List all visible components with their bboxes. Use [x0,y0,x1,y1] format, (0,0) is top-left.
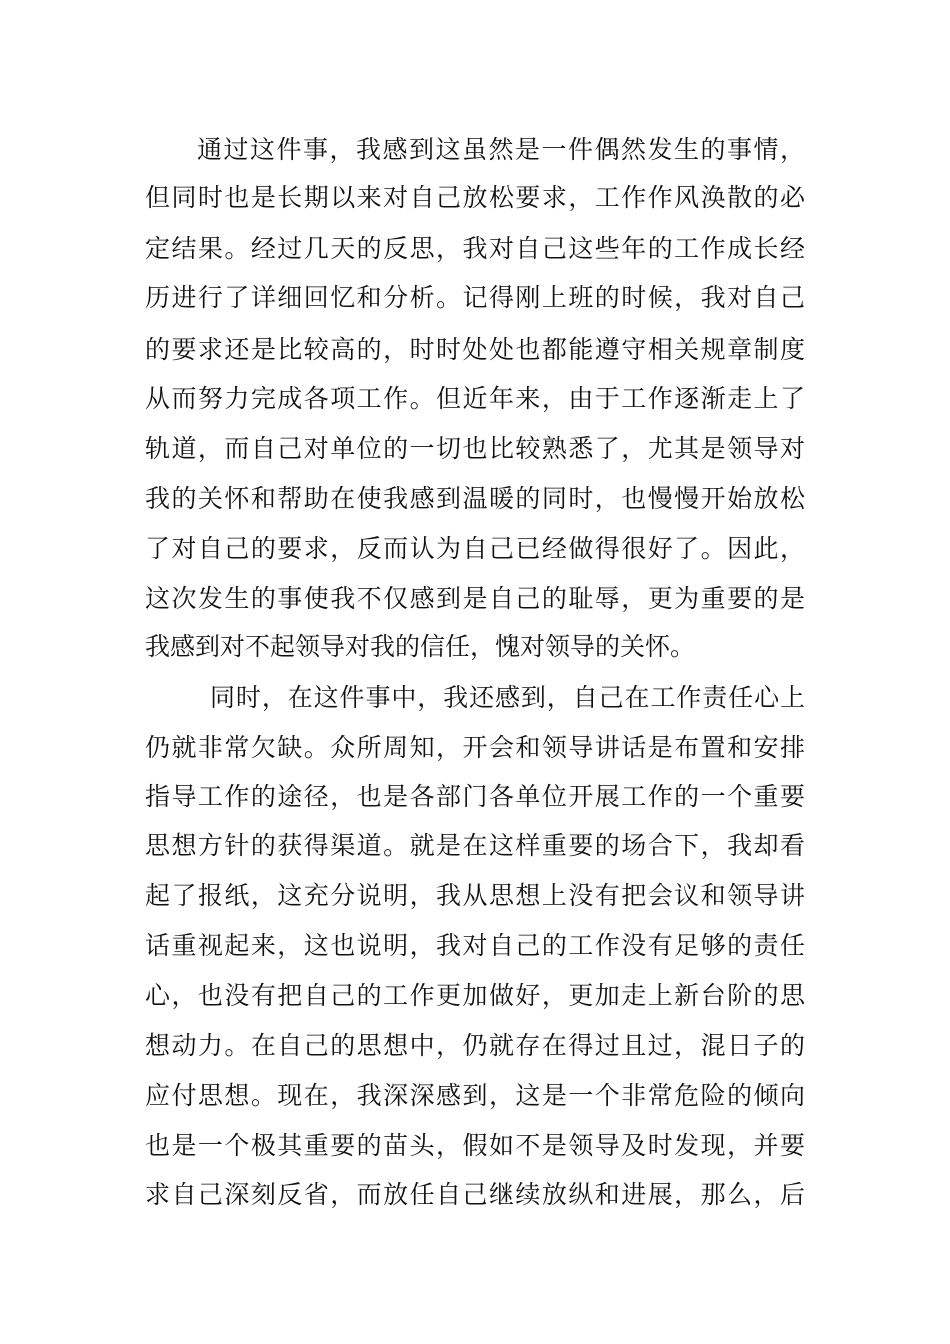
paragraph-2-line-3: 指导工作的途径，也是各部门各单位开展工作的一个重要 [145,782,805,811]
paragraph-2-line-1: 同时，在这件事中，我还感到，自己在工作责任心上 [210,683,805,712]
paragraph-1-line-5: 的要求还是比较高的，时时处处也都能遵守相关规章制度 [145,335,805,364]
paragraph-1-line-6: 从而努力完成各项工作。但近年来，由于工作逐渐走上了 [145,384,805,413]
paragraph-1-line-8: 我的关怀和帮助在使我感到温暖的同时，也慢慢开始放松 [145,484,805,513]
paragraph-2-line-6: 话重视起来，这也说明，我对自己的工作没有足够的责任 [145,931,805,960]
paragraph-2-line-8: 想动力。在自己的思想中，仍就存在得过且过，混日子的 [145,1031,805,1060]
paragraph-2-line-9: 应付思想。现在，我深深感到，这是一个非常危险的倾向 [145,1081,805,1110]
paragraph-2-line-5: 起了报纸，这充分说明，我从思想上没有把会议和领导讲 [145,881,805,910]
paragraph-2-line-2: 仍就非常欠缺。众所周知，开会和领导讲话是布置和安排 [145,733,805,762]
paragraph-2-line-7: 心，也没有把自己的工作更加做好，更加走上新台阶的思 [145,981,805,1010]
paragraph-1-line-1: 通过这件事，我感到这虽然是一件偶然发生的事情， [197,135,805,164]
paragraph-2-line-4: 思想方针的获得渠道。就是在这样重要的场合下，我却看 [145,831,805,860]
paragraph-2-line-10: 也是一个极其重要的苗头，假如不是领导及时发现，并要 [145,1131,805,1160]
paragraph-1-line-2: 但同时也是长期以来对自己放松要求，工作作风涣散的必 [145,183,805,212]
paragraph-1-line-11: 我感到对不起领导对我的信任，愧对领导的关怀。 [145,632,696,661]
paragraph-1-line-9: 了对自己的要求，反而认为自己已经做得很好了。因此， [145,534,805,563]
paragraph-1-line-7: 轨道，而自己对单位的一切也比较熟悉了，尤其是领导对 [145,434,805,463]
paragraph-1-line-4: 历进行了详细回忆和分析。记得刚上班的时候，我对自己 [145,283,805,312]
paragraph-1-line-10: 这次发生的事使我不仅感到是自己的耻辱，更为重要的是 [145,584,805,613]
paragraph-1-line-3: 定结果。经过几天的反思，我对自己这些年的工作成长经 [145,234,805,263]
paragraph-2-line-11: 求自己深刻反省，而放任自己继续放纵和进展，那么，后 [145,1180,805,1209]
